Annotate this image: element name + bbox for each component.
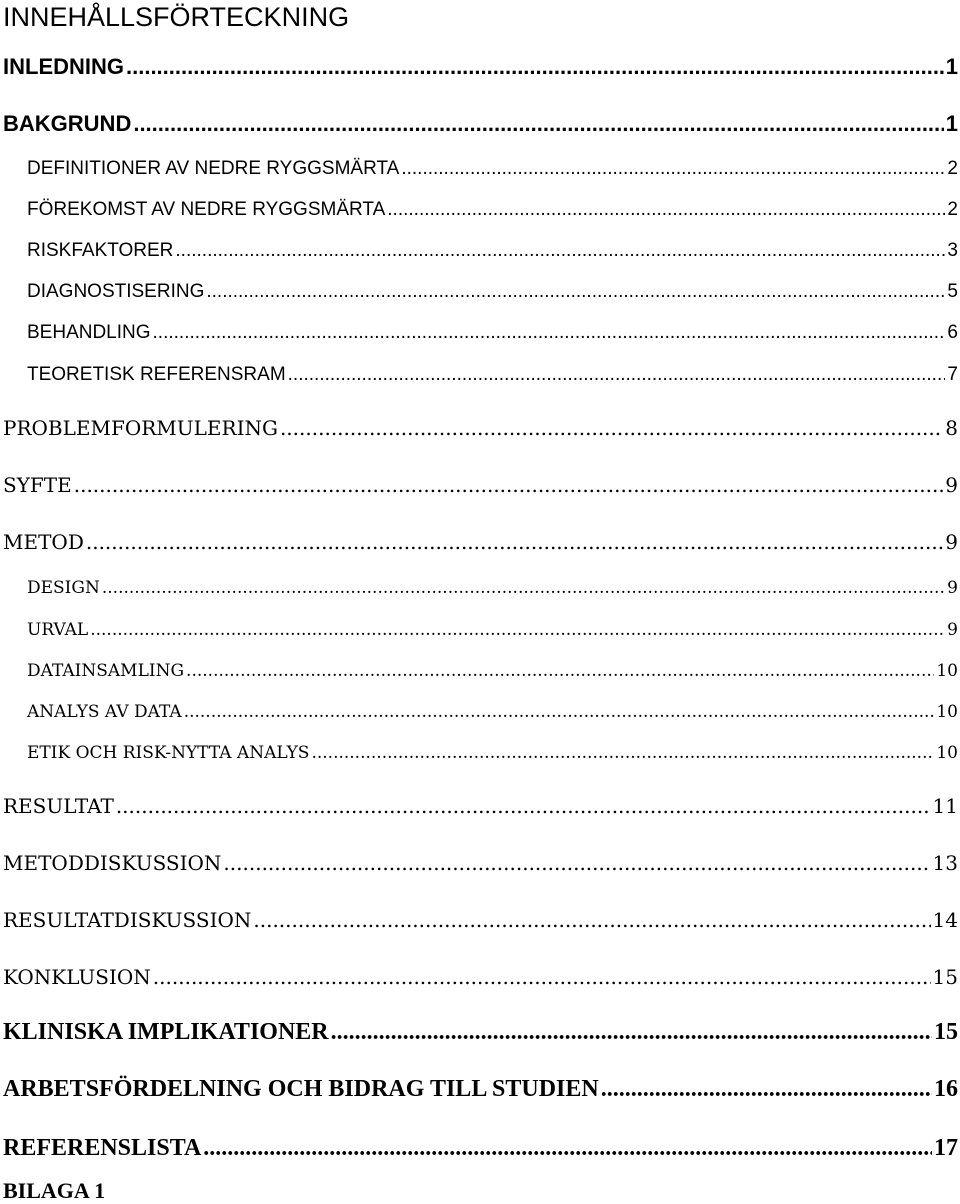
toc-entry-page: 7 — [947, 364, 958, 385]
toc-entry-label: DEFINITIONER AV NEDRE RYGGSMÄRTA — [27, 158, 400, 179]
toc-entry-label: BILAGA 1 — [3, 1178, 106, 1203]
toc-entry-page: 13 — [932, 851, 958, 875]
toc-entry-etik[interactable] — [27, 733, 958, 763]
dot-leader — [387, 199, 945, 221]
toc-entry-label: DATAINSAMLING — [27, 661, 185, 681]
toc-entry-label: DESIGN — [27, 578, 100, 598]
toc-entry-page: 17 — [934, 1135, 958, 1161]
toc-entry-page: 9 — [945, 473, 958, 497]
toc-entry-label: KLINISKA IMPLIKATIONER — [3, 1019, 329, 1045]
toc-entry-label: ANALYS AV DATA — [27, 702, 182, 722]
dot-leader — [86, 530, 943, 554]
toc-entry-page: 15 — [934, 1019, 958, 1045]
toc-entry-page: 10 — [936, 743, 958, 763]
toc-entry-resultat[interactable] — [3, 788, 958, 818]
toc-entry-inledning[interactable] — [3, 50, 958, 80]
toc-entry-metod[interactable] — [3, 524, 958, 554]
toc-entry-page: 9 — [945, 530, 958, 554]
dot-leader — [133, 111, 943, 137]
toc-entry-bilaga-1[interactable] — [3, 1178, 105, 1204]
dot-leader — [280, 416, 943, 440]
toc-entry-kliniska-implikationer[interactable] — [3, 1016, 958, 1046]
toc-entry-teoretisk-referensram[interactable] — [27, 356, 958, 386]
toc-entry-resultatdiskussion[interactable] — [3, 902, 958, 932]
toc-entry-label: METOD — [3, 530, 84, 554]
toc-entry-label: KONKLUSION — [3, 965, 151, 989]
toc-entry-page: 9 — [947, 620, 958, 640]
dot-leader — [153, 965, 931, 989]
toc-entry-page: 15 — [932, 965, 958, 989]
dot-leader — [206, 281, 945, 303]
dot-leader — [74, 473, 944, 497]
dot-leader — [311, 743, 934, 763]
toc-entry-referenslista[interactable] — [3, 1132, 958, 1162]
toc-entry-page: 2 — [947, 199, 958, 220]
toc-entry-label: RESULTAT — [3, 794, 114, 818]
dot-leader — [153, 322, 946, 344]
toc-entry-label: DIAGNOSTISERING — [27, 281, 205, 302]
dot-leader — [184, 702, 935, 722]
toc-entry-page: 14 — [932, 908, 958, 932]
toc-entry-metoddiskussion[interactable] — [3, 845, 958, 875]
dot-leader — [175, 240, 945, 262]
toc-entry-forekomst[interactable] — [27, 191, 958, 221]
dot-leader — [126, 54, 944, 80]
dot-leader — [288, 364, 946, 386]
dot-leader — [186, 661, 934, 681]
toc-entry-page: 16 — [934, 1076, 958, 1102]
toc-entry-label: BEHANDLING — [27, 322, 151, 343]
toc-entry-page: 1 — [945, 111, 958, 136]
toc-entry-definitioner[interactable] — [27, 150, 958, 180]
toc-entry-label: ARBETSFÖRDELNING OCH BIDRAG TILL STUDIEN — [3, 1076, 599, 1102]
dot-leader — [331, 1019, 932, 1046]
toc-entry-analys-av-data[interactable] — [27, 692, 958, 722]
toc-entry-label: ETIK OCH RISK-NYTTA ANALYS — [27, 743, 310, 763]
toc-entry-konklusion[interactable] — [3, 959, 958, 989]
toc-entry-label: INLEDNING — [3, 54, 124, 79]
toc-entry-arbetsfordelning[interactable] — [3, 1073, 958, 1103]
toc-entry-syfte[interactable] — [3, 467, 958, 497]
toc-entry-label: RESULTATDISKUSSION — [3, 908, 252, 932]
toc-entry-label: FÖREKOMST AV NEDRE RYGGSMÄRTA — [27, 199, 386, 220]
toc-entry-page: 2 — [947, 158, 958, 179]
dot-leader — [203, 1135, 932, 1162]
dot-leader — [90, 620, 945, 640]
toc-entry-label: PROBLEMFORMULERING — [3, 416, 278, 440]
dot-leader — [401, 158, 945, 180]
toc-entry-riskfaktorer[interactable] — [27, 232, 958, 262]
dot-leader — [601, 1076, 932, 1103]
dot-leader — [253, 908, 930, 932]
toc-entry-urval[interactable] — [27, 610, 958, 640]
toc-entry-page: 1 — [945, 54, 958, 79]
toc-entry-label: TEORETISK REFERENSRAM — [27, 364, 286, 385]
dot-leader — [116, 794, 931, 818]
toc-entry-page: 5 — [947, 281, 958, 302]
toc-entry-bakgrund[interactable] — [3, 107, 958, 137]
toc-entry-page: 10 — [936, 661, 958, 681]
toc-entry-behandling[interactable] — [27, 314, 958, 344]
toc-entry-page: 8 — [945, 416, 958, 440]
toc-entry-page: 11 — [932, 794, 958, 818]
toc-entry-label: SYFTE — [3, 473, 72, 497]
toc-entry-page: 6 — [947, 322, 958, 343]
toc-title: INNEHÅLLSFÖRTECKNING — [3, 2, 350, 32]
toc-entry-problemformulering[interactable] — [3, 410, 958, 440]
toc-entry-label: METODDISKUSSION — [3, 851, 222, 875]
toc-entry-page: 10 — [936, 702, 958, 722]
toc-entry-page: 9 — [947, 578, 958, 598]
toc-entry-datainsamling[interactable] — [27, 651, 958, 681]
toc-entry-label: BAKGRUND — [3, 111, 132, 136]
toc-entry-page: 3 — [947, 240, 958, 261]
toc-entry-design[interactable] — [27, 568, 958, 598]
toc-entry-diagnostisering[interactable] — [27, 273, 958, 303]
dot-leader — [223, 851, 930, 875]
toc-entry-label: URVAL — [27, 620, 89, 640]
dot-leader — [102, 578, 945, 598]
toc-entry-label: RISKFAKTORER — [27, 240, 174, 261]
toc-entry-label: REFERENSLISTA — [3, 1135, 202, 1161]
